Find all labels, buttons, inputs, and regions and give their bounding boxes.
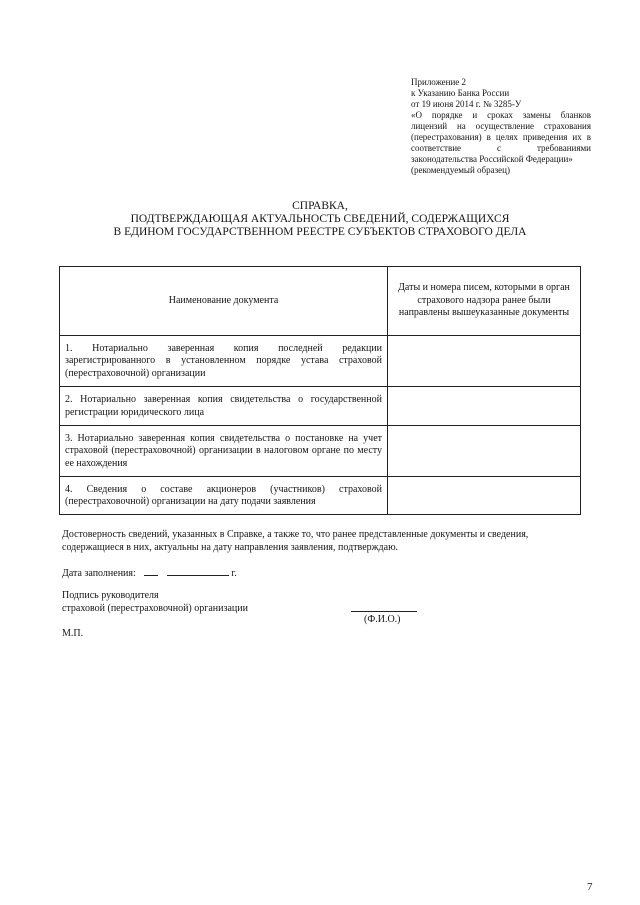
document-cell: 2. Нотариально заверенная копия свидетельства о государственной регистрации юридического лица <box>60 387 388 426</box>
table-row <box>60 426 581 477</box>
fill-date-line <box>62 566 237 580</box>
title-line: ПОДТВЕРЖДАЮЩАЯ АКТУАЛЬНОСТЬ СВЕДЕНИЙ, СОДЕРЖАЩИХСЯ <box>130 213 510 225</box>
fill-date-day-blank[interactable] <box>144 566 158 576</box>
column-header-document: Наименование документа <box>60 267 388 336</box>
column-header-letters: Даты и номера писем, которыми в орган страхового надзора ранее были направлены вышеуказанные документы <box>388 267 581 336</box>
stamp-placeholder: М.П. <box>62 628 84 639</box>
appendix-line: от 19 июня 2014 г. № 3285-У <box>411 99 522 109</box>
table-header-row <box>60 267 581 336</box>
fill-date-label: Дата заполнения: <box>62 568 136 579</box>
fill-date-year-suffix: г. <box>231 568 237 579</box>
document-cell: 1. Нотариально заверенная копия последней редакции зарегистрированного в установленном порядке устава страховой (перестраховочной) организации <box>60 336 388 387</box>
appendix-line: (рекомендуемый образец) <box>411 165 510 175</box>
fill-date-month-blank[interactable] <box>167 566 229 576</box>
letters-cell[interactable] <box>388 426 581 477</box>
title-line: СПРАВКА, <box>292 200 348 212</box>
letters-cell[interactable] <box>388 477 581 515</box>
documents-table <box>59 266 581 515</box>
confirmation-statement: Достоверность сведений, указанных в Справке, а также то, что ранее представленные документы и сведения, содержащиеся в них, актуальны на дату направления заявления, подтверждаю. <box>62 529 529 553</box>
appendix-note <box>411 77 591 176</box>
document-cell: 4. Сведения о составе акционеров (участников) страховой (перестраховочной) организации на дату подачи заявления <box>60 477 388 515</box>
signature-line: Подпись руководителя <box>62 590 159 601</box>
appendix-line: к Указанию Банка России <box>411 88 510 98</box>
letters-cell[interactable] <box>388 336 581 387</box>
document-cell: 3. Нотариально заверенная копия свидетельства о постановке на учет страховой (перестраховочной) организации в налоговом органе по месту ее нахождения <box>60 426 388 477</box>
signature-underline[interactable] <box>351 611 417 612</box>
signature-line: страховой (перестраховочной) организации <box>62 603 248 614</box>
title-line: В ЕДИНОМ ГОСУДАРСТВЕННОМ РЕЕСТРЕ СУБЪЕКТОВ СТРАХОВОГО ДЕЛА <box>113 226 527 238</box>
table-row <box>60 477 581 515</box>
table-row <box>60 387 581 426</box>
table-row <box>60 336 581 387</box>
signature-block <box>62 589 248 615</box>
name-hint: (Ф.И.О.) <box>364 614 401 625</box>
appendix-line: Приложение 2 <box>411 77 467 87</box>
page-number: 7 <box>587 881 593 893</box>
document-title <box>60 200 580 239</box>
letters-cell[interactable] <box>388 387 581 426</box>
appendix-line: «О порядке и сроках замены бланков лицензий на осуществление страхования (перестрахования) в целях приведения их в соответствие с требованиями законодательства Российской Федерации» <box>411 110 591 164</box>
